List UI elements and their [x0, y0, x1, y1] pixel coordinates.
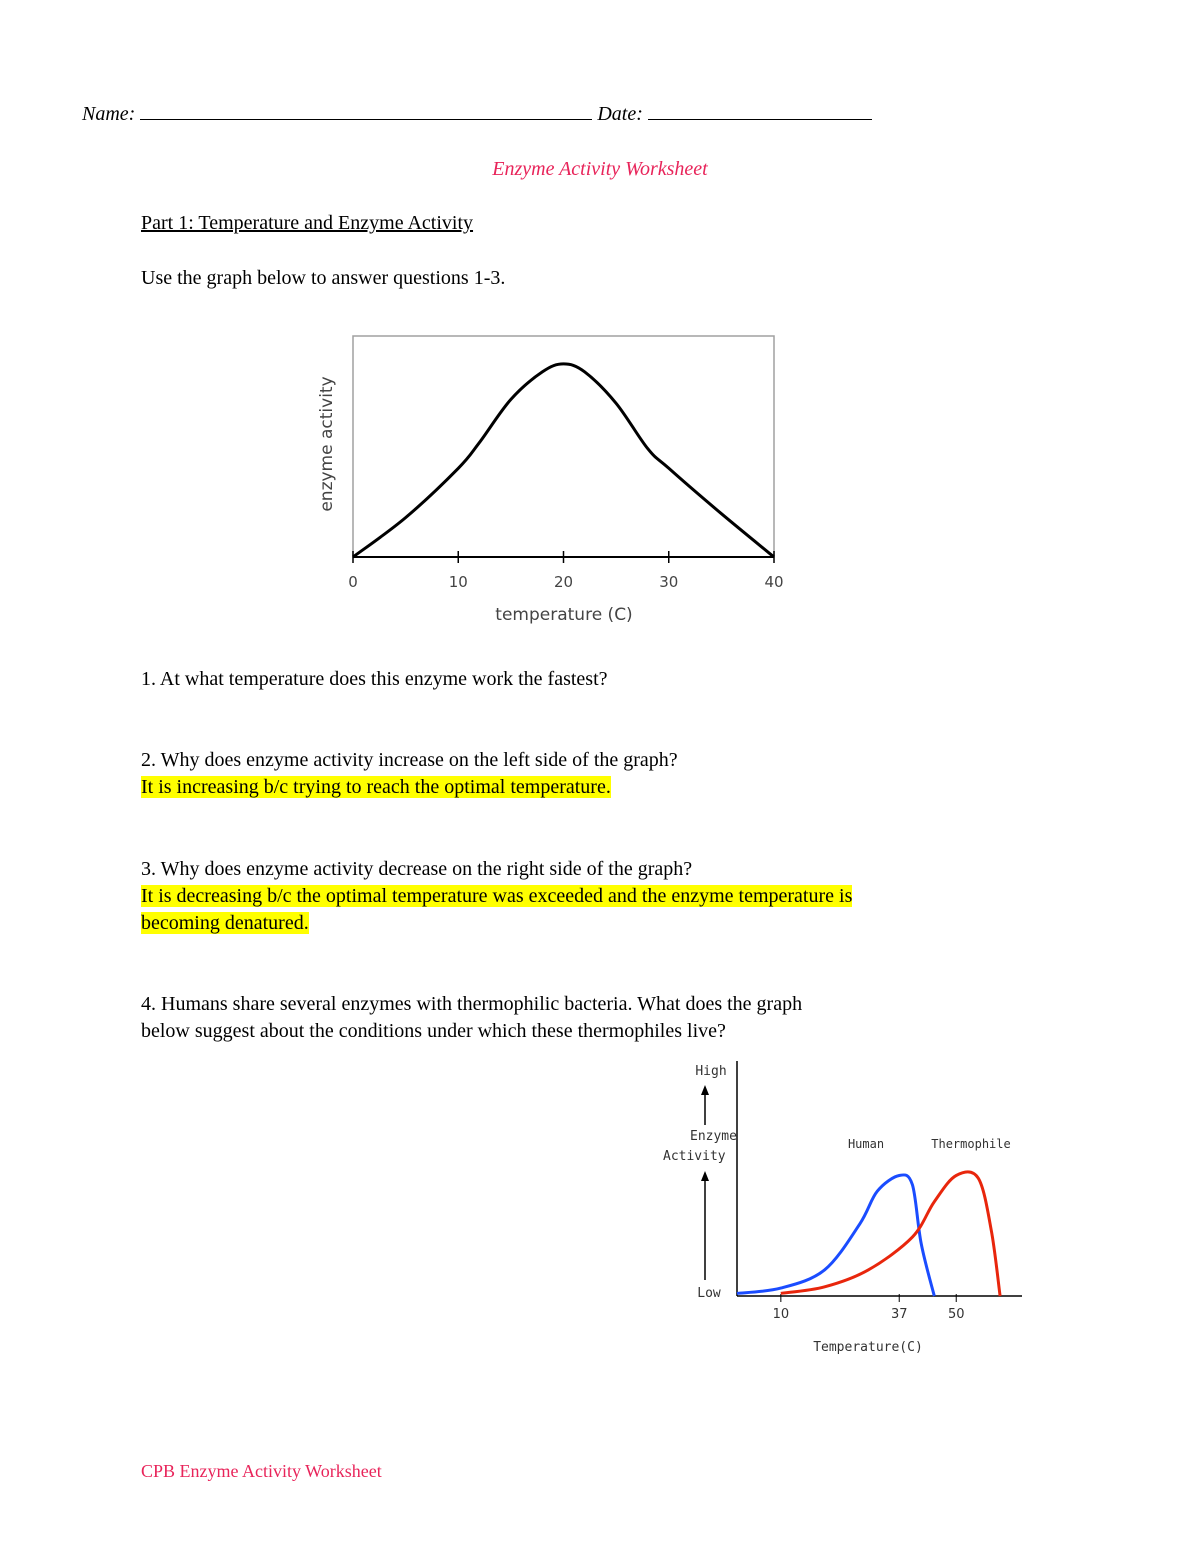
question-1: 1. At what temperature does this enzyme work the fastest?	[141, 668, 608, 690]
chart2-x-tick-label: 50	[947, 1307, 965, 1322]
answer-2-highlight: It is increasing b/c trying to reach the optimal temperature.	[141, 776, 611, 798]
question-4-line-1: 4. Humans share several enzymes with thermophilic bacteria. What does the graph	[141, 993, 803, 1015]
worksheet-title: Enzyme Activity Worksheet	[492, 158, 708, 180]
answer-2-line-1	[141, 774, 611, 801]
chart2-x-label: Temperature(C)	[813, 1340, 923, 1355]
chart1-x-tick-label: 40	[764, 573, 784, 591]
chart2-ylabel-line1: Enzyme	[690, 1129, 737, 1144]
footer-text: CPB Enzyme Activity Worksheet	[141, 1461, 382, 1481]
chart1-x-tick-label: 20	[553, 573, 574, 591]
chart2-arrowhead-2	[701, 1171, 709, 1181]
chart2-arrowhead-1	[701, 1085, 709, 1095]
name-date-header	[82, 101, 872, 128]
chart1-plot-frame	[353, 336, 774, 557]
answer-3-line-2	[141, 910, 309, 937]
enzyme-temperature-chart	[300, 320, 800, 640]
name-label: Name:	[82, 103, 136, 125]
chart2-high-label: High	[695, 1064, 727, 1079]
chart2-legend-thermophile: Thermophile	[931, 1137, 1011, 1151]
chart1-x-tick-label: 10	[448, 573, 468, 591]
date-blank[interactable]	[648, 101, 872, 120]
chart1-x-label: temperature (C)	[495, 605, 633, 625]
chart1-x-tick-label: 0	[348, 573, 358, 591]
chart2-low-label: Low	[697, 1286, 721, 1301]
human-thermophile-chart	[650, 1055, 1040, 1365]
question-2: 2. Why does enzyme activity increase on the left side of the graph?	[141, 749, 678, 771]
chart2-human-curve	[737, 1175, 934, 1296]
answer-3-line-1	[141, 883, 852, 910]
chart2-ylabel-line2: Activity	[663, 1149, 726, 1164]
answer-3-highlight-2: becoming denatured.	[141, 912, 309, 934]
name-blank[interactable]	[140, 101, 592, 120]
question-3: 3. Why does enzyme activity decrease on the right side of the graph?	[141, 858, 693, 880]
chart2-x-tick-label: 10	[772, 1307, 790, 1322]
date-label: Date:	[597, 103, 643, 125]
question-4-line-2: below suggest about the conditions under which these thermophiles live?	[141, 1020, 726, 1042]
part1-heading: Part 1: Temperature and Enzyme Activity	[141, 212, 474, 234]
answer-3-highlight-1: It is decreasing b/c the optimal temperature was exceeded and the enzyme temperature is	[141, 885, 853, 907]
chart1-y-label: enzyme activity	[317, 376, 337, 512]
chart2-legend-human: Human	[847, 1137, 885, 1151]
chart1-x-tick-label: 30	[659, 573, 679, 591]
chart2-x-tick-label: 37	[890, 1307, 908, 1322]
part1-instruction: Use the graph below to answer questions 1-3.	[141, 267, 506, 289]
